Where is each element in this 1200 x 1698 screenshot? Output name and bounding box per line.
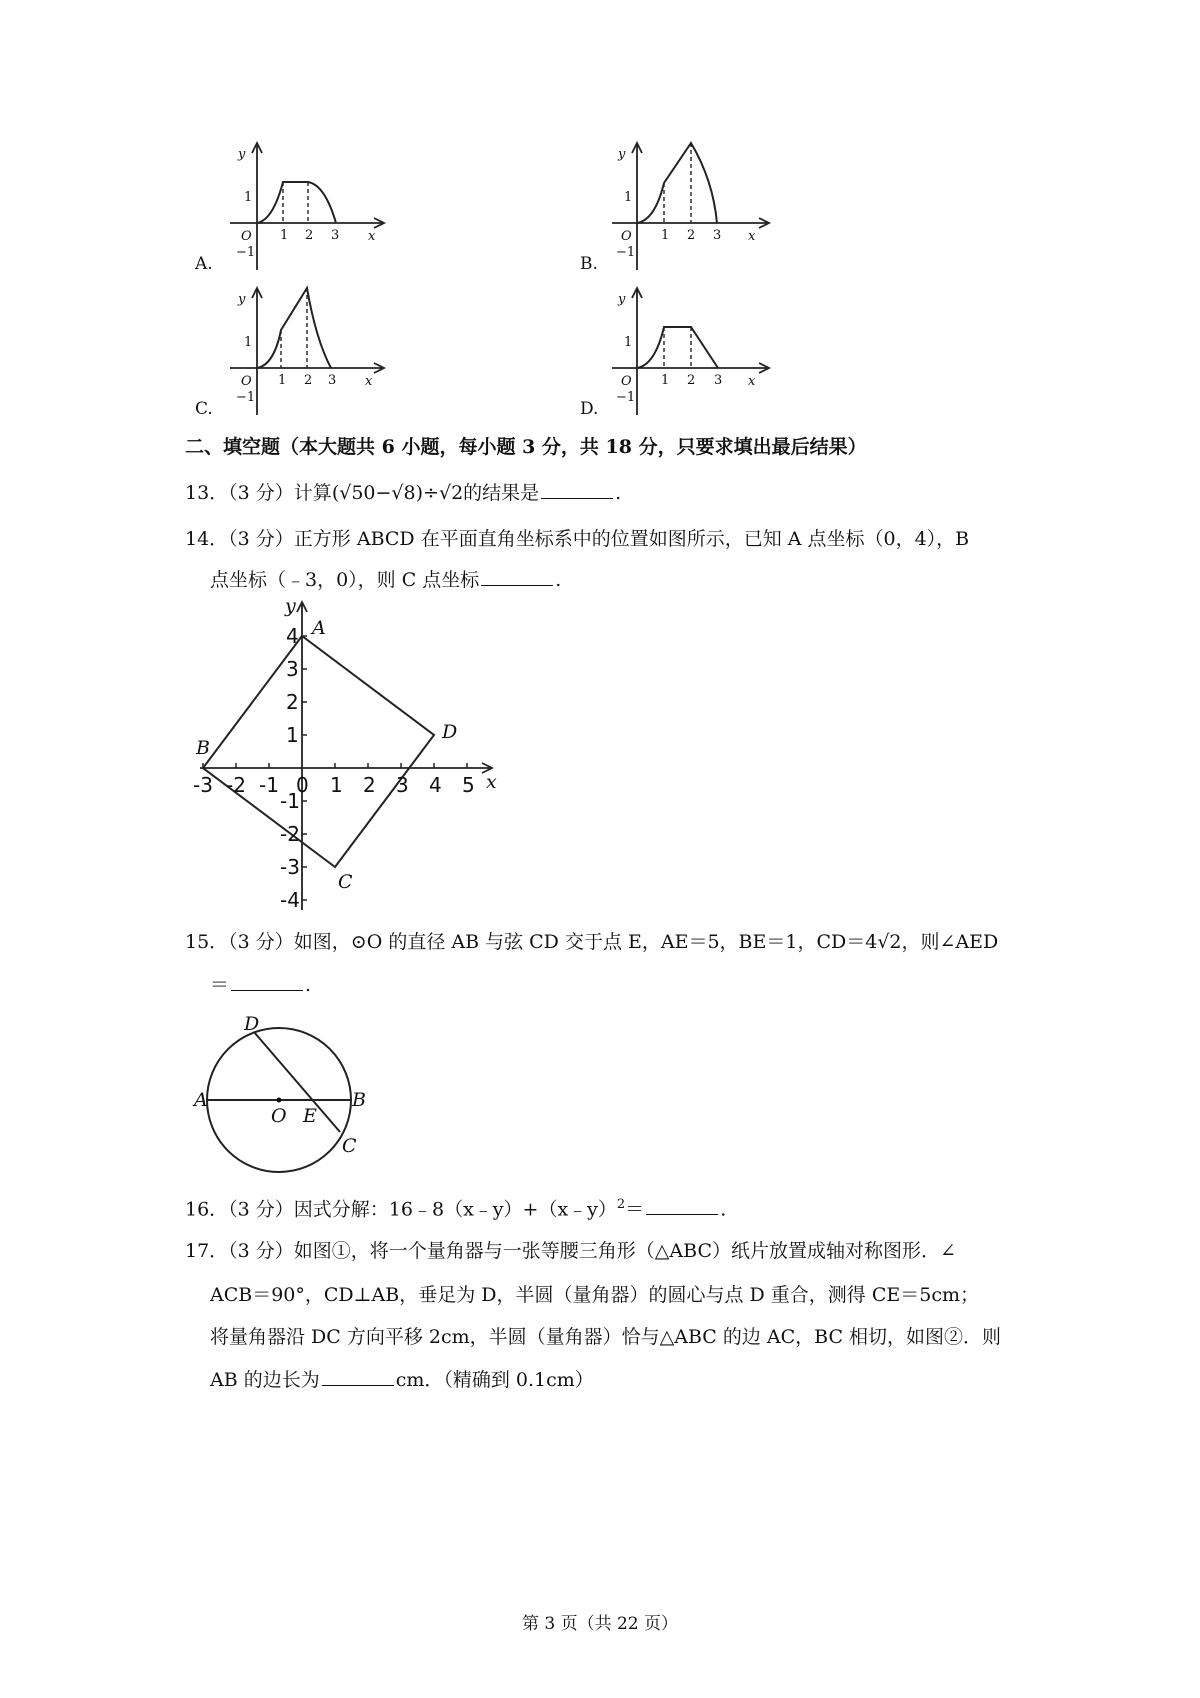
graph-option-d: [597, 285, 797, 425]
y-tick-label: 4: [286, 624, 299, 648]
option-c-label: C.: [195, 399, 213, 419]
y-tick-1: 1: [624, 335, 633, 350]
q16-end: .: [720, 1198, 727, 1221]
answer-blank[interactable]: [646, 1196, 718, 1215]
y-tick-label: -1: [280, 789, 300, 813]
option-b-label: B.: [580, 254, 598, 274]
page-footer: 第 3 页（共 22 页）: [521, 1614, 679, 1634]
x-tick-label: 2: [363, 773, 376, 797]
y-tick-neg1: −1: [236, 245, 256, 260]
question-17-line1: 17．（3 分）如图①，将一个量角器与一张等腰三角形（△ABC）纸片放置成轴对称图形．∠: [185, 1240, 956, 1262]
question-15-line2: [210, 971, 311, 999]
point-c-label: C: [342, 1135, 357, 1157]
graph-option-c: [210, 285, 410, 425]
answer-blank[interactable]: [231, 972, 303, 991]
q14-end: .: [555, 569, 562, 591]
x-tick-1: 1: [280, 228, 289, 243]
q16-exponent: 2: [616, 1197, 626, 1212]
center-dot: [277, 1098, 282, 1103]
q15-end: .: [305, 974, 312, 996]
answer-blank[interactable]: [541, 480, 613, 499]
question-14-line2: [210, 566, 561, 594]
q13-expression: (√50−√8)÷√2: [331, 482, 464, 504]
x-tick-label: 4: [429, 773, 442, 797]
y-tick-label: -3: [280, 855, 300, 879]
point-o-label: O: [271, 1105, 287, 1127]
q14-line2-prefix: 点坐标（﹣3，0），则 C 点坐标: [210, 569, 480, 591]
origin-label: O: [241, 229, 252, 244]
point-b-label: B: [196, 737, 210, 759]
point-d-label: D: [442, 721, 458, 743]
x-tick-label: 5: [462, 773, 475, 797]
q17-line4-prefix: AB 的边长为: [210, 1369, 320, 1391]
section-heading: 二、填空题（本大题共 6 小题，每小题 3 分，共 18 分，只要求填出最后结果）: [185, 436, 867, 458]
x-tick-1: 1: [661, 373, 670, 388]
function-curve: [257, 288, 331, 368]
y-tick-1: 1: [244, 335, 253, 350]
x-tick-2: 2: [687, 373, 696, 388]
question-17-line4: [210, 1366, 594, 1394]
y-tick-label: 3: [286, 657, 299, 681]
function-curve: [637, 143, 717, 223]
origin-label: O: [241, 374, 252, 389]
y-tick-neg1: −1: [616, 390, 636, 405]
y-label: y: [238, 292, 246, 307]
q16-prefix: 16．（3 分）因式分解：16﹣8（x﹣y）+（x﹣y）: [185, 1198, 617, 1221]
option-a-label: A.: [195, 254, 213, 274]
x-tick-label: 1: [330, 773, 343, 797]
y-tick-1: 1: [624, 190, 633, 205]
question-15-line1: 15．（3 分）如图，⊙O 的直径 AB 与弦 CD 交于点 E，AE＝5，BE＝1，CD＝4√2，则∠AED: [185, 931, 999, 953]
x-tick-1: 1: [278, 373, 287, 388]
figure-14-coordinate-plane: [190, 595, 510, 918]
x-tick-label: -1: [259, 773, 279, 797]
answer-blank[interactable]: [322, 1367, 394, 1386]
x-tick-3: 3: [714, 373, 723, 388]
point-e-label: E: [303, 1105, 317, 1127]
point-d-label: D: [244, 1013, 260, 1035]
question-13: [185, 479, 621, 507]
q16-equals: ＝: [625, 1198, 645, 1221]
x-label: x: [748, 229, 756, 244]
q13-suffix: 的结果是: [463, 482, 540, 504]
question-16: [185, 1191, 726, 1223]
q17-line4-suffix: cm．（精确到 0.1cm）: [395, 1369, 594, 1391]
answer-blank[interactable]: [481, 567, 553, 586]
x-tick-label: 0: [296, 773, 309, 797]
x-tick-1: 1: [661, 228, 670, 243]
x-label: x: [365, 374, 373, 389]
x-tick-label: -2: [226, 773, 246, 797]
point-a-label: A: [312, 617, 326, 639]
function-curve: [637, 327, 718, 368]
y-tick-1: 1: [244, 190, 253, 205]
q15-line2-prefix: ＝: [210, 974, 230, 996]
y-tick-label: -2: [280, 822, 300, 846]
y-tick-label: 2: [286, 690, 299, 714]
x-tick-3: 3: [328, 373, 337, 388]
graph-option-a: [210, 140, 410, 280]
y-label: y: [618, 292, 626, 307]
point-b-label: B: [352, 1089, 366, 1111]
question-17-line3: 将量角器沿 DC 方向平移 2cm，半圆（量角器）恰与△ABC 的边 AC，BC 相切，如图②．则: [210, 1326, 1002, 1348]
x-tick-3: 3: [713, 228, 722, 243]
x-tick-3: 3: [331, 228, 340, 243]
y-tick-label: 1: [286, 723, 299, 747]
origin-label: O: [621, 229, 632, 244]
graph-option-b: [597, 140, 797, 280]
point-a-label: A: [194, 1089, 208, 1111]
point-c-label: C: [338, 871, 353, 893]
y-tick-label: -4: [280, 888, 300, 912]
y-tick-neg1: −1: [616, 245, 636, 260]
origin-label: O: [621, 374, 632, 389]
square-abcd: [203, 636, 434, 867]
x-tick-2: 2: [304, 373, 313, 388]
x-label: x: [368, 229, 376, 244]
x-label: x: [748, 374, 756, 389]
function-curve: [257, 182, 336, 223]
y-axis-label: y: [285, 595, 296, 617]
x-tick-label: -3: [193, 773, 213, 797]
y-label: y: [618, 147, 626, 162]
x-axis-label: x: [486, 771, 497, 793]
figure-15-circle: [190, 1010, 390, 1180]
x-tick-2: 2: [305, 228, 314, 243]
x-tick-2: 2: [687, 228, 696, 243]
x-tick-label: 3: [396, 773, 409, 797]
option-d-label: D.: [580, 399, 599, 419]
q13-end: .: [615, 482, 622, 504]
question-17-line2: ACB＝90°，CD⊥AB，垂足为 D，半圆（量角器）的圆心与点 D 重合，测得 CE＝5cm；: [210, 1284, 980, 1306]
q13-prefix: 13．（3 分）计算: [185, 482, 332, 504]
question-14-line1: 14．（3 分）正方形 ABCD 在平面直角坐标系中的位置如图所示，已知 A 点坐标（0，4），B: [185, 528, 970, 550]
y-tick-neg1: −1: [236, 390, 256, 405]
y-label: y: [238, 147, 246, 162]
